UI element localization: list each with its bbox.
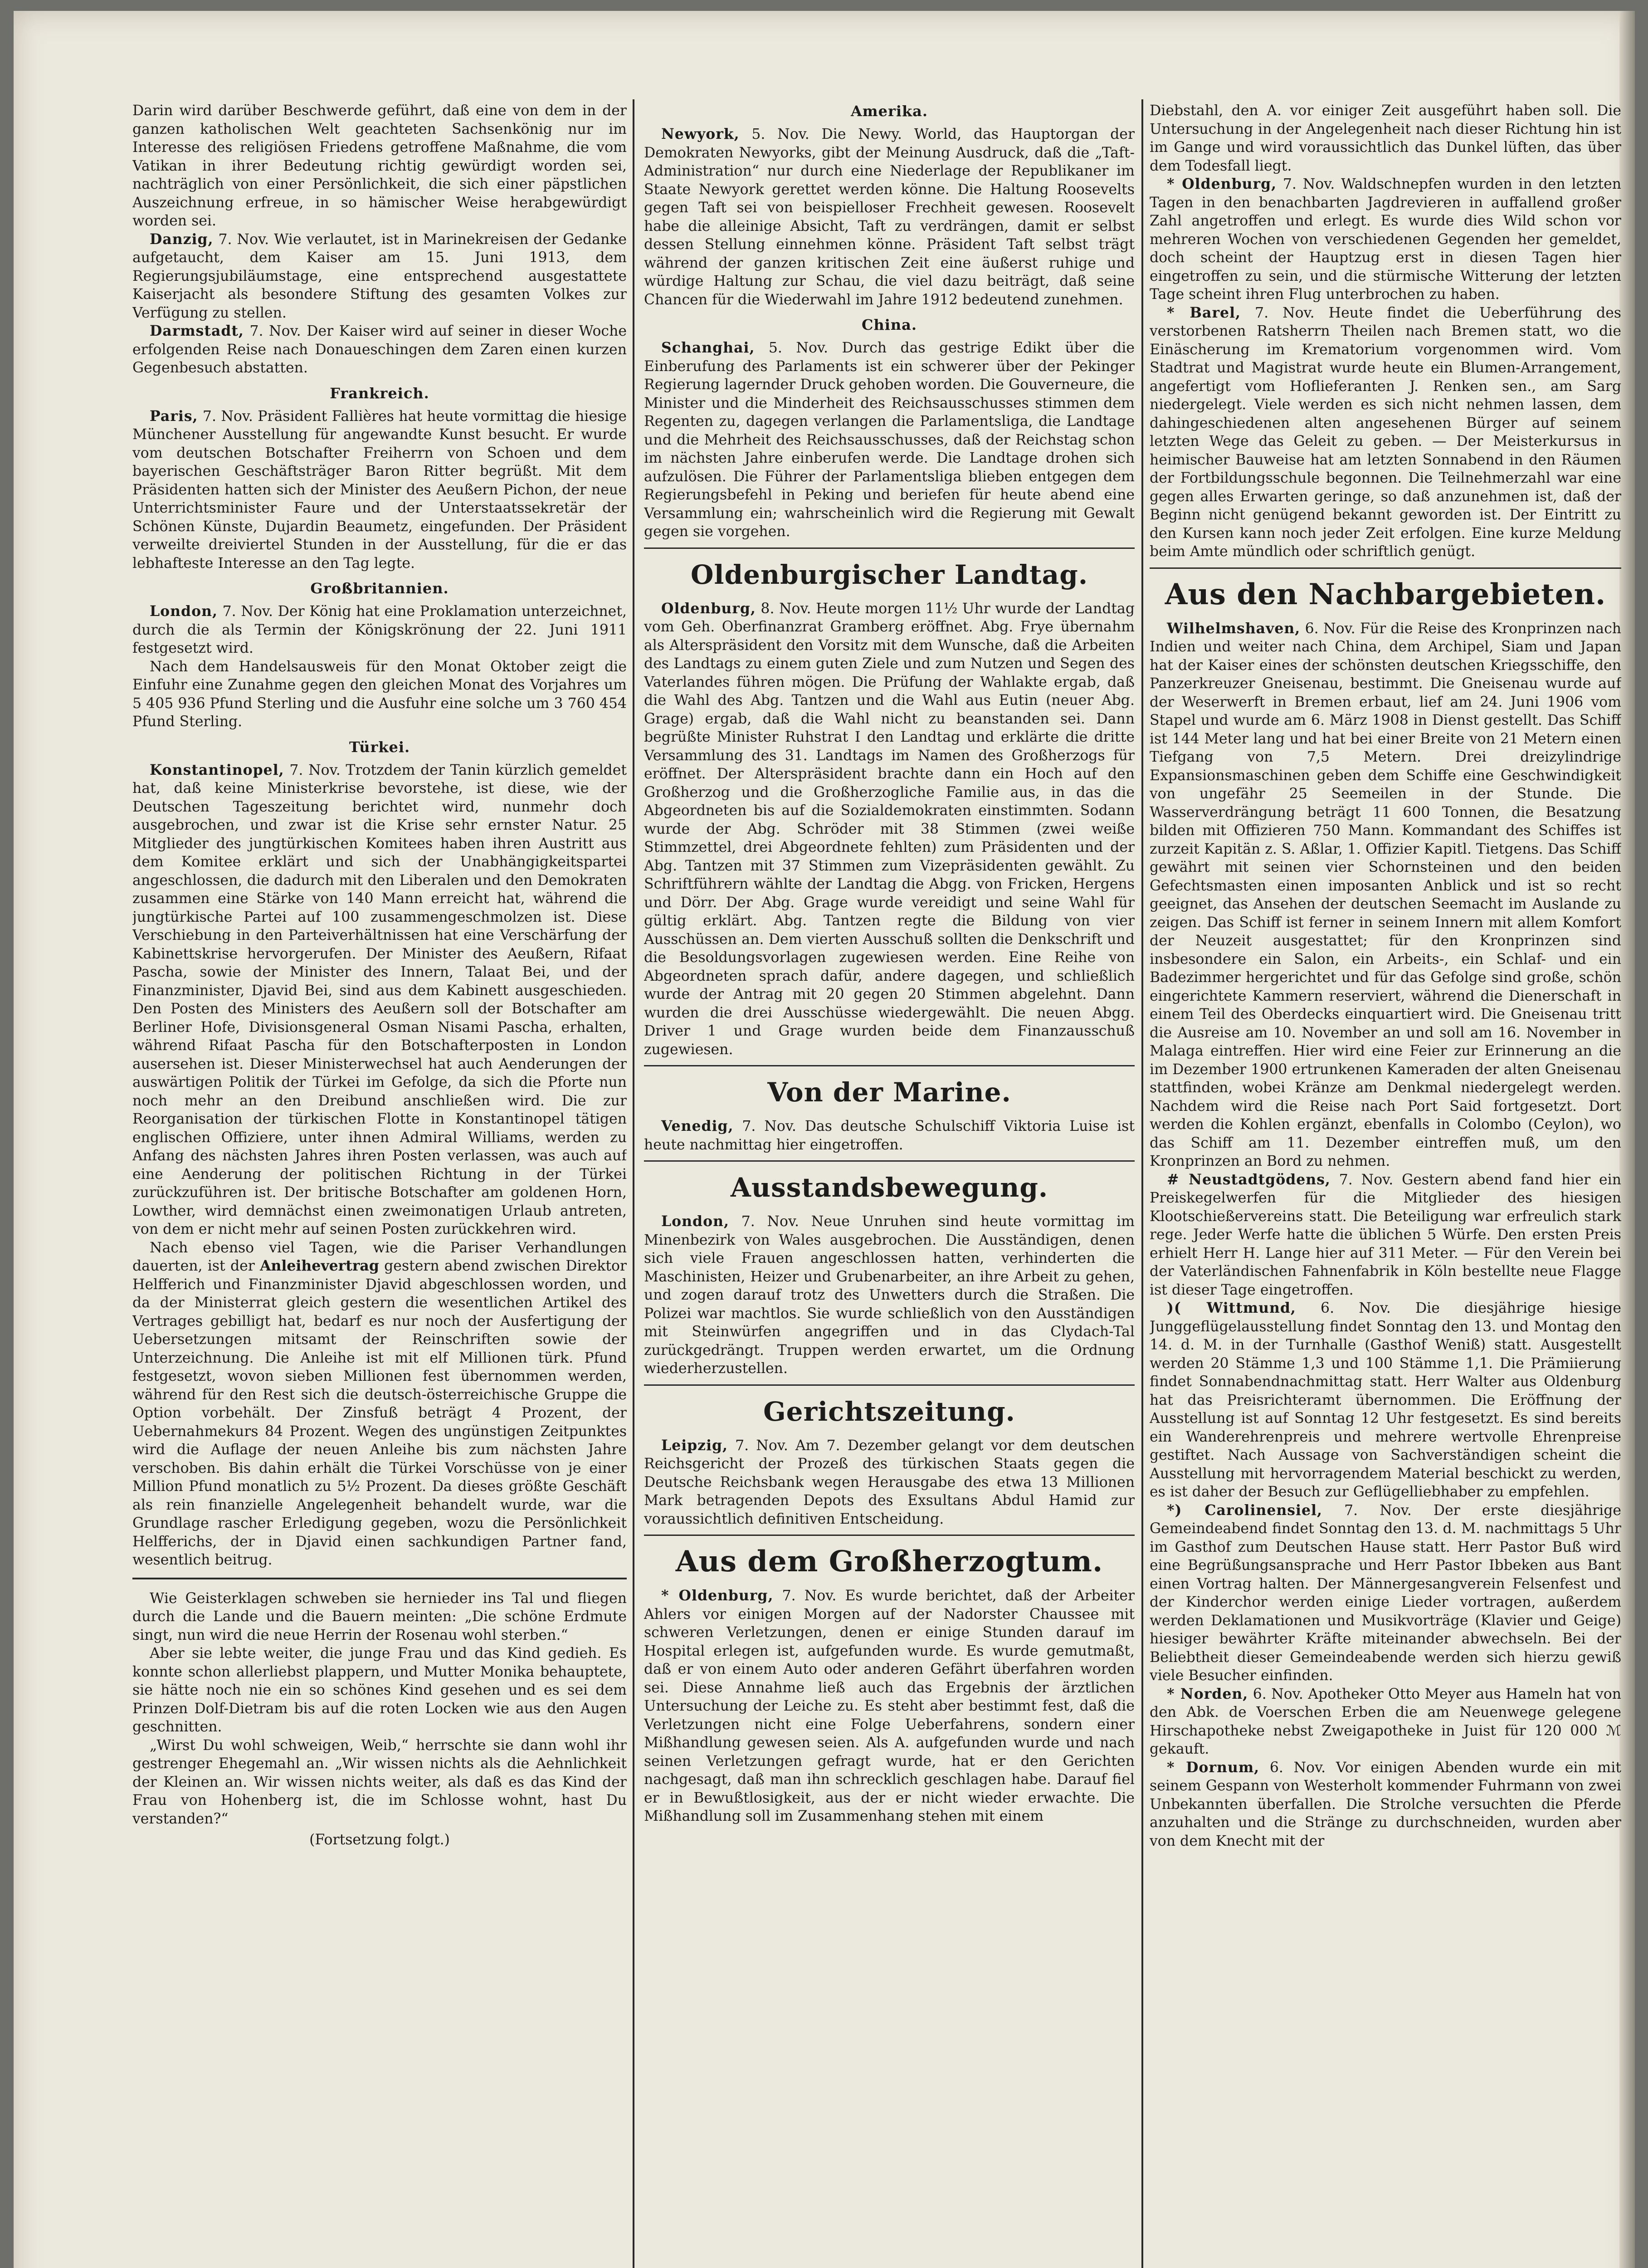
section-heading-tuerkei: Türkei. <box>349 738 410 756</box>
article-wilhelmshaven: Wilhelmshaven, 6. Nov. Für die Reise des Kronprinzen nach Indien und weiter nach China, dem Archipel, Siam und Japan hat der Kaiser eines der schönsten deutschen Kriegsschiffe, den Panzerkreuzer Gneisenau, bestimmt. Die Gneisenau wurde auf der Weserwerft in Bremen erbaut, lief am 24. Juni 1906 vom Stapel und wurde am 6. März 1908 in Dienst gestellt. Das Schiff ist 144 Meter lang und hat bei einer Breite von 21 Metern einen Tiefgang von 7,5 Metern. Drei dreizylindrige Expansionsmaschinen geben dem Schiffe eine Geschwindigkeit von ungefähr 25 Seemeilen in der Stunde. Die Wasserverdrängung beträgt 11 600 Tonnen, die Besatzung bilden mit Offizieren 750 Mann. Kommandant des Schiffes ist zurzeit Kapitän z. S. Aßlar, 1. Offizier Kapitl. Tietgens. Das Schiff gewährt mit seinen vier Schornsteinen und den beiden Gefechtsmasten einen imposanten Anblick und ist so recht geeignet, das Ansehen der deutschen Seemacht im Auslande zu zeigen. Das Schiff ist ferner in seinem Innern mit allem Komfort der Neuzeit ausgestattet; für den Kronprinzen sind insbesondere ein Salon, ein Arbeits-, ein Schlaf- und ein Badezimmer hergerichtet und für das Gefolge sind große, schön eingerichtete Kammern reserviert, während die Dienerschaft in einem Teil des Oberdecks einquartiert wird. Die Gneisenau tritt die Ausreise am 10. November an und soll am 16. November in Malaga eintreffen. Hier wird eine Feier zur Erinnerung an die im Dezember 1900 ertrunkenen Kameraden der alten Gneisenau stattfinden, wobei Kränze am Denkmal niedergelegt werden. Nachdem wird die Reise nach Port Said fortgesetzt. Dort werden die Kohlen ergänzt, ebenfalls in Colombo (Ceylon), wo das Schiff am 11. Dezember eintreffen muß, um den Kronprinzen an Bord zu nehmen. <box>1150 620 1621 1169</box>
column-rule-2 <box>1141 99 1143 2268</box>
article-newyork: Newyork, 5. Nov. Die Newy. World, das Hauptorgan der Demokraten Newyorks, gibt der Meinung Ausdruck, daß die „Taft-Administration“ nur durch eine Niederlage der Republikaner im Staate Newyork gerettet werden könne. Die Haltung Roosevelts gegen Taft sei von beispielloser Frechheit gewesen. Roosevelt habe die alleinige Absicht, Taft zu verdrängen, damit er selbst dessen Stellung einnehmen könne. Präsident Taft selbst trägt während der ganzen kritischen Zeit eine äußerst ruhige und würdige Haltung zur Schau, die viel dazu beiträgt, daß seine Chancen für die Wiederwahl im Jahre 1912 bedeutend zunehmen. <box>644 126 1135 308</box>
heading-aus-den-nachbargebieten: Aus den Nachbargebieten. <box>1165 577 1606 611</box>
article-text: Darin wird darüber Beschwerde geführt, daß eine von dem in der ganzen katholischen Welt geachteten Sachsenkönig nur im Interesse des religiösen Friedens getroffene Maßnahme, die vom Vatikan in ihrer Bedeutung richtig gewürdigt worden sei, nachträglich von einer Persönlichkeit, die sich einer päpstlichen Auszeichnung erfreue, in so hämischer Weise herabgewürdigt worden sei. <box>132 103 627 229</box>
section-heading-grossbritannien: Großbritannien. <box>310 580 449 597</box>
section-heading-amerika: Amerika. <box>850 103 928 120</box>
novel-paragraph: Wie Geisterklagen schweben sie hernieder ins Tal und fliegen durch die Lande und die Bauern meinten: „Die schöne Erdmute singt, nun wird die neue Herrin der Rosenau wohl sterben.“ <box>132 1590 627 1643</box>
article-danzig: Danzig, 7. Nov. Wie verlautet, ist in Marinekreisen der Gedanke aufgetaucht, dem Kaiser am 15. Juni 1913, dem Regierungsjubiläumstage, eine entsprechend ausgestattete Kaiserjacht als besondere Stiftung des gesamten Volkes zur Verfügung zu stellen. <box>132 230 627 321</box>
feuilleton-novel <box>132 1589 627 1848</box>
section-divider <box>644 1065 1135 1066</box>
article-schanghai: Schanghai, 5. Nov. Durch das gestrige Edikt über die Einberufung des Parlaments ist ein schwerer über der Pekinger Regierung lagernder Druck gehoben worden. Die Gouverneure, die Minister und die Minderheit des Reichsausschusses stimmen dem Regenten zu, dagegen verlangen die Parlamentsliga, die Landtage und die Mehrheit des Reichsausschusses, daß der Reichstag schon im nächsten Jahre einberufen werde. Die Landtage drohen sich aufzulösen. Die Führer der Parlamentsliga blieben entgegen dem Regierungsbefehl in Peking und beriefen für heute abend eine Versammlung ein; wahrscheinlich wird die Regierung mit Gewalt gegen sie vorgehen. <box>644 339 1135 540</box>
section-divider <box>644 1384 1135 1386</box>
heading-oldenburgischer-landtag: Oldenburgischer Landtag. <box>690 559 1088 590</box>
article-handel: Nach dem Handelsausweis für den Monat Oktober zeigt die Einfuhr eine Zunahme gegen den gleichen Monat des Vorjahres um 5 405 936 Pfund Sterling und die Ausfuhr eine solche um 3 760 454 Pfund Sterling. <box>132 658 627 730</box>
novel-paragraph: „Wirst Du wohl schweigen, Weib,“ herrschte sie dann wohl ihr gestrenger Ehegemahl an. „Wir wissen nichts als die Aehnlichkeit der Kleinen an. Wir wissen nichts weiter, als daß es das Kind der Frau von Hohenberg ist, die im Schlosse wohnt, hast Du verstanden?“ <box>132 1737 627 1827</box>
column-right <box>1150 102 1621 2261</box>
feuilleton-divider <box>132 1578 627 1579</box>
article-london: London, 7. Nov. Der König hat eine Proklamation unterzeichnet, durch die als Termin der Königskrönung der 22. Juni 1911 festgesetzt wird. <box>132 603 627 656</box>
article-darmstadt: Darmstadt, 7. Nov. Der Kaiser wird auf seiner in dieser Woche erfolgenden Reise nach Donaueschingen dem Zaren einen kurzen Gegenbesuch abstatten. <box>132 323 627 376</box>
article-anleihe: Nach ebenso viel Tagen, wie die Pariser Verhandlungen dauerten, ist der Anleihevertrag gestern abend zwischen Direktor Helfferich und Finanzminister Djavid abgeschlossen worden, und da der Ministerrat gleich gestern die wesentlichen Artikel des Vertrages gebilligt hat, bedarf es nur noch der Ausfertigung der Uebersetzungen mitsamt der Reinschriften sowie der Unterzeichnung. Die Anleihe ist mit elf Millionen türk. Pfund festgesetzt, wovon sieben Millionen fest übernommen werden, während für den Rest sich die deutsch-österreichische Gruppe die Option vorbehält. Der Zinsfuß beträgt 4 Prozent, der Uebernahmekurs 84 Prozent. Wegen des ungünstigen Zeitpunktes wird die Auflage der neuen Anleihe bis zum nächsten Jahre verschoben. Bis dahin erhält die Türkei Vorschüsse von je einer Million Pfund monatlich zu 5½ Prozent. Da dieses größte Geschäft als rein finanzielle Angelegenheit behandelt wurde, war die Grundlage rascher Erledigung gegeben, wozu die Persönlichkeit Helfferichs, der in Djavid einen sachkundigen Partner fand, wesentlich beitrug. <box>132 1239 627 1568</box>
article-neustadtgoedens: # Neustadtgödens, 7. Nov. Gestern abend fand hier ein Preiskegelwerfen für die Mitglieder des hiesigen Klootschießervereins statt. Die Beteiligung war erfreulich stark rege. Jeder Werfe hatte die üblichen 5 Würfe. Den ersten Preis erhielt Herr H. Lange hier auf 311 Meter. — Für den Verein bei der Vaterländischen Fahnenfabrik in Köln bestellte neue Flagge ist dieser Tage eingetroffen. <box>1150 1171 1621 1298</box>
column-middle <box>644 102 1135 2261</box>
newspaper-page <box>14 11 1635 2268</box>
heading-gerichtszeitung: Gerichtszeitung. <box>763 1396 1015 1427</box>
section-divider <box>644 1535 1135 1536</box>
section-divider <box>1150 567 1621 569</box>
article-landtag: Oldenburg, 8. Nov. Heute morgen 11½ Uhr wurde der Landtag vom Geh. Oberfinanzrat Gramberg eröffnet. Abg. Frye übernahm als Alterspräsident den Vorsitz mit dem Wunsche, daß die Arbeiten des Landtags zu einem guten Ziele und zum Nutzen und Segen des Vaterlandes führen mögen. Die Prüfung der Wahlakte ergab, daß die Wahl des Abg. Tantzen und die Wahl aus Eutin (neuer Abg. Grage) ergab, daß die Wahl nicht zu beanstanden sei. Dann begrüßte Minister Ruhstrat I den Landtag und erklärte die dritte Versammlung des 31. Landtags im Namen des Großherzogs für eröffnet. Der Alterspräsident brachte dann ein Hoch auf den Großherzog und die Großherzogliche Familie aus, in das die Abgeordneten bis auf die Sozialdemokraten einstimmten. Sodann wurde der Abg. Schröder mit 38 Stimmen (zwei weiße Stimmzettel, drei Abgeordnete fehlten) zum Präsidenten und der Abg. Tantzen mit 37 Stimmen zum Vizepräsidenten gewählt. Zu Schriftführern wählte der Landtag die Abgg. von Fricken, Hergens und Dörr. Der Abg. Grage wurde vereidigt und seine Wahl für gültig erklärt. Abg. Tantzen regte die Bildung von vier Ausschüssen an. Dem vierten Ausschuß sollten die Denkschrift und die Besoldungsvorlagen zugewiesen werden. Eine Reihe von Abgeordneten sprach dafür, andere dagegen, und schließlich wurde der Antrag mit 20 gegen 20 Stimmen abgelehnt. Dann wurden die drei Ausschüsse wiedergewählt. Die neuen Abgg. Driver 1 und Grage wurden beide dem Finanzausschuß zugewiesen. <box>644 600 1135 1058</box>
column-left <box>132 102 627 2261</box>
article-barel: * Barel, 7. Nov. Heute findet die Ueberführung des verstorbenen Ratsherrn Theilen nach Bremen statt, wo die Einäscherung im Krematorium vorgenommen wird. Vom Stadtrat und Magistrat wurde heute ein Blumen-Arrangement, angefertigt vom Hoflieferanten J. Renken sen., am Sarg niedergelegt. Viele werden es sich nicht nehmen lassen, dem dahingeschiedenen alten angesehenen Bürger auf seinem letzten Wege das Geleit zu geben. — Der Meisterkursus in heimischer Bauweise hat am letzten Sonnabend in den Räumen der Fortbildungsschule begonnen. Die Teilnehmerzahl war eine gegen alles Erwarten geringe, so daß anzunehmen ist, daß der Beginn nicht genügend bekannt geworden ist. Der Eintritt zu den Kursen kann noch jeder Zeit erfolgen. Eine kurze Meldung beim Amte mündlich oder schriftlich genügt. <box>1150 304 1621 560</box>
article-ausstand-london: London, 7. Nov. Neue Unruhen sind heute vormittag im Minenbezirk von Wales ausgebrochen. Die Ausständigen, denen sich viele Frauen angeschlossen hatten, verhinderten die Maschinisten, Heizer und Grubenarbeiter, an ihre Arbeit zu gehen, und zogen darauf trotz des Unwetters durch die Straßen. Die Polizei war machtlos. Sie wurde schließlich von den Ausständigen mit Steinwürfen angegriffen und in das Clydach-Tal zurückgedrängt. Truppen werden erwartet, um die Ordnung wiederherzustellen. <box>644 1213 1135 1377</box>
article-leipzig: Leipzig, 7. Nov. Am 7. Dezember gelangt vor dem deutschen Reichsgericht der Prozeß des türkischen Staats gegen die Deutsche Reichsbank wegen Herausgabe des etwa 13 Millionen Mark betragenden Depots des Exsultans Abdul Hamid zur voraussichtlich definitiven Entscheidung. <box>644 1437 1135 1527</box>
section-divider <box>644 1160 1135 1162</box>
article-venedig: Venedig, 7. Nov. Das deutsche Schulschiff Viktoria Luise ist heute nachmittag hier eingetroffen. <box>644 1118 1135 1153</box>
article-text: Diebstahl, den A. vor einiger Zeit ausgeführt haben soll. Die Untersuchung in der Angelegenheit nach dieser Richtung hin ist im Gange und wird voraussichtlich das Dunkel lüften, das über dem Todesfall liegt. <box>1150 103 1621 174</box>
heading-aus-dem-grossherzogtum: Aus dem Großherzogtum. <box>675 1545 1103 1579</box>
section-divider <box>644 547 1135 549</box>
page-fold-shadow <box>1619 11 1635 2268</box>
article-konstantinopel: Konstantinopel, 7. Nov. Trotzdem der Tanin kürzlich gemeldet hat, daß keine Ministerkrise bevorstehe, ist diese, wie der Deutschen Tageszeitung berichtet wird, nunmehr doch ausgebrochen, und zwar ist die Krise sehr ernster Natur. 25 Mitglieder des jungtürkischen Komitees haben ihren Austritt aus dem Komitee erklärt und sich der Unabhängigkeitspartei angeschlossen, die dadurch mit den Liberalen und den Demokraten zusammen eine Stärke von 140 Mann erreicht hat, während die jungtürkische Partei auf 100 zusammengeschmolzen ist. Diese Verschiebung in den Parteiverhältnissen hat eine Verschärfung der Kabinettskrise hervorgerufen. Der Minister des Aeußern, Rifaat Pascha, sowie der Minister des Innern, Talaat Bei, und der Finanzminister, Djavid Bei, sind aus dem Kabinett ausgeschieden. Den Posten des Ministers des Aeußern soll der Botschafter am Berliner Hofe, Divisionsgeneral Osman Nisami Pascha, erhalten, während Rifaat Pascha für den Botschafterposten in London ausersehen ist. Dieser Ministerwechsel hat auch Aenderungen der auswärtigen Politik der Türkei im Gefolge, da sich die Pforte nun noch mehr an den Dreibund anschließen wird. Die zur Reorganisation der türkischen Flotte in Konstantinopel tätigen englischen Offiziere, unter ihnen Admiral Williams, werden zu Anfang des nächsten Jahres ihren Posten verlassen, was auch auf eine Aenderung der politischen Richtung in der Türkei zurückzuführen ist. Der britische Botschafter am goldenen Horn, Lowther, wird demnächst einen zweimonatigen Urlaub antreten, von dem er nicht mehr auf seinen Posten zurückkehren wird. <box>132 761 627 1237</box>
article-dornum: * Dornum, 6. Nov. Vor einigen Abenden wurde ein mit seinem Gespann von Westerholt kommender Fuhrmann von zwei Unbekannten überfallen. Die Strolche versuchten die Pferde anzuhalten und die Stränge zu durchschneiden, wurden aber von dem Knecht mit der <box>1150 1759 1621 1849</box>
article-wittmund: )( Wittmund, 6. Nov. Die diesjährige hiesige Junggeflügelausstellung findet Sonntag den 13. und Montag den 14. d. M. in der Turnhalle (Gasthof Weniß) statt. Ausgestellt werden 20 Stämme 1,3 und 100 Stämme 1,1. Die Prämiierung findet Sonnabendnachmittag statt. Herr Walter aus Oldenburg hat das Preisrichteramt übernommen. Die Eröffnung der Ausstellung ist auf Sonntag 12 Uhr festgesetzt. Es sind bereits ein Wanderehrenpreis und mehrere wertvolle Ehrenpreise gestiftet. Nach Aussage von Sachverständigen scheint die Ausstellung mit hervorragendem Material beschickt zu werden, es ist daher der Besuch zur Geflügelliebhaber zu empfehlen. <box>1150 1300 1621 1500</box>
article-norden: * Norden, 6. Nov. Apotheker Otto Meyer aus Hameln hat von den Abk. de Voerschen Erben die am Neuenwege gelegene Hirschapotheke nebst Zweigapotheke in Juist für 120 000 ℳ gekauft. <box>1150 1685 1621 1757</box>
article-carolinensiel: *) Carolinensiel, 7. Nov. Der erste diesjährige Gemeindeabend findet Sonntag den 13. d. M. nachmittags 5 Uhr im Gasthof zum Deutschen Hause statt. Herr Pastor Buß wird eine Begrüßungsansprache und Herr Pastor Ibbeken aus Bant einen Vortrag halten. Der Männergesangverein Felsenfest und der Kinderchor werden einige Lieder vortragen, außerdem werden Deklamationen und Musikvorträge (Klavier und Geige) hiesiger bewährter Kräfte miteinander abwechseln. Bei der Beliebtheit dieser Gemeindeabende werden sich hierzu gewiß viele Besucher einfinden. <box>1150 1501 1621 1684</box>
section-heading-china: China. <box>861 316 917 333</box>
continuation-note: (Fortsetzung folgt.) <box>309 1832 450 1848</box>
heading-ausstandsbewegung: Ausstandsbewegung. <box>730 1172 1048 1203</box>
article-oldenburg-waldschnepfen: * Oldenburg, 7. Nov. Waldschnepfen wurden in den letzten Tagen in den benachbarten Jagdrevieren in auffallend großer Zahl angetroffen und erlegt. Es wurde dies Wild schon vor mehreren Wochen von verschiedenen Gegenden her gemeldet, doch scheint der Hauptzug erst in diesen Tagen hier eingetroffen zu sein, und die stürmische Witterung der letzten Tage scheint ihren Flug unterbrochen zu haben. <box>1150 176 1621 303</box>
article-paris: Paris, 7. Nov. Präsident Fallières hat heute vormittag die hiesige Münchener Ausstellung für angewandte Kunst besucht. Er wurde vom deutschen Botschafter Freiherrn von Schoen und dem bayerischen Geschäftsträger Baron Ritter begrüßt. Mit dem Präsidenten hatten sich der Minister des Aeußern Pichon, der neue Unterrichtsminister Faure und der Unterstaatssekretär der Schönen Künste, Dujardin Beaumetz, eingefunden. Der Präsident verweilte dreiviertel Stunden in der Ausstellung, für die er das lebhafteste Interesse an den Tag legte. <box>132 407 627 572</box>
novel-paragraph: Aber sie lebte weiter, die junge Frau und das Kind gedieh. Es konnte schon allerliebst plappern, und Mutter Monika behauptete, sie hätte noch nie ein so schönes Kind gesehen und es sei dem Prinzen Dolf-Dietram bis auf die roten Locken wie aus den Augen geschnitten. <box>132 1645 627 1735</box>
section-heading-frankreich: Frankreich. <box>330 384 429 402</box>
article-oldenburg-ahlers: * Oldenburg, 7. Nov. Es wurde berichtet, daß der Arbeiter Ahlers vor einigen Morgen auf der Nadorster Chaussee mit schweren Verletzungen, denen er einige Stunden darauf im Hospital erlegen ist, aufgefunden wurde. Es wurde gemutmaßt, daß er von einem Auto oder anderen Gefährt überfahren worden sei. Diese Annahme ließ auch das Ergebnis der ärztlichen Untersuchung der Leiche zu. Es steht aber bestimmt fest, daß die Verletzungen nicht eine Folge Ueberfahrens, sondern einer Mißhandlung gewesen seien. Als A. aufgefunden wurde und nach seinen Verletzungen gefragt wurde, hat er den Gerichten nachgesagt, daß man ihn schrecklich geschlagen habe. Darauf fiel er in Bewußtlosigkeit, aus der er nicht wieder erwachte. Die Mißhandlung soll im Zusammenhang stehen mit einem <box>644 1587 1135 1824</box>
column-rule-1 <box>633 99 634 2268</box>
heading-von-der-marine: Von der Marine. <box>767 1077 1011 1108</box>
